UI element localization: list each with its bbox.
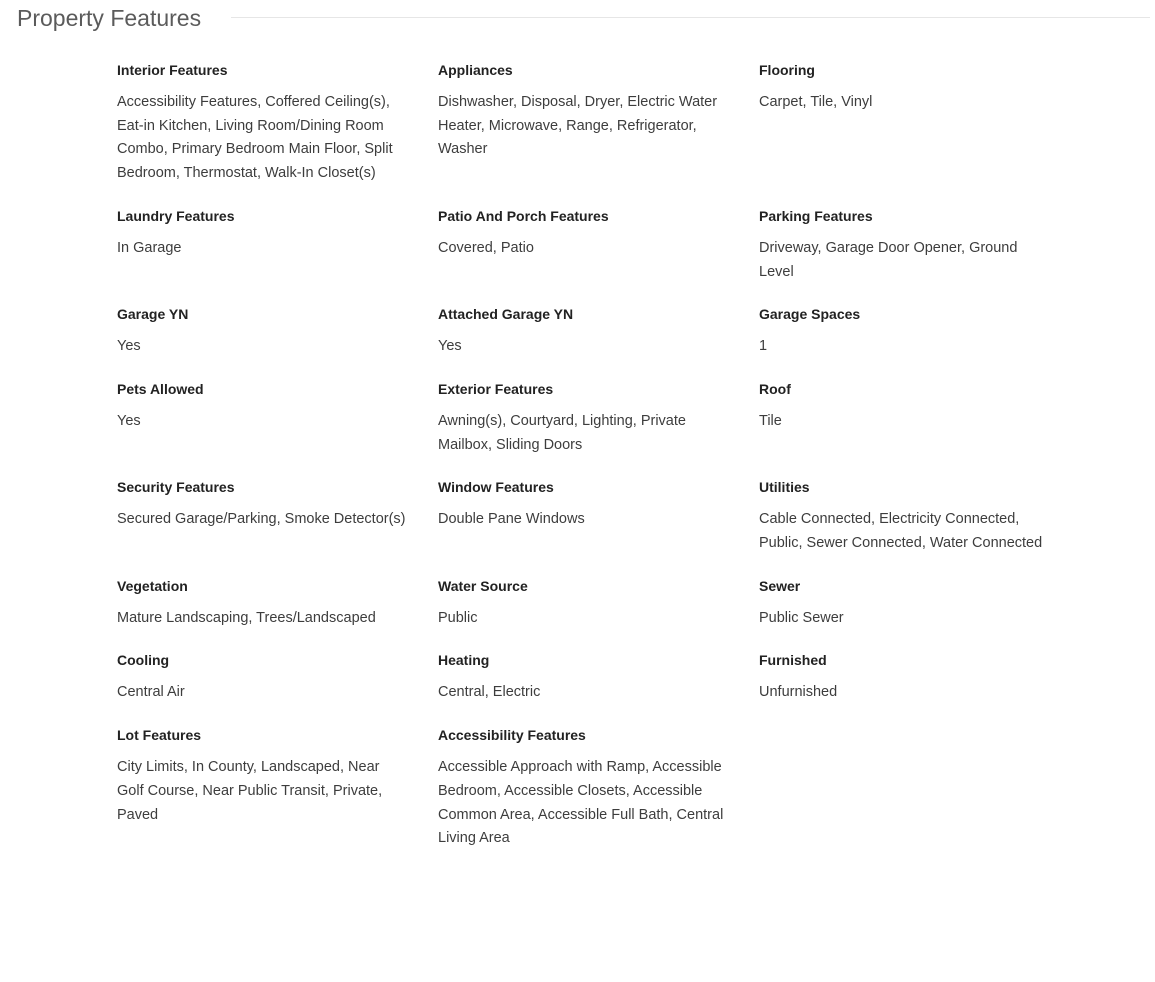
feature-value: Awning(s), Courtyard, Lighting, Private Mailbox, Sliding Doors bbox=[438, 412, 686, 453]
feature-label: Attached Garage YN bbox=[438, 306, 574, 323]
feature-garage-spaces bbox=[759, 306, 1080, 359]
feature-label: Flooring bbox=[759, 62, 815, 78]
feature-roof bbox=[759, 381, 1080, 457]
feature-value: In Garage bbox=[117, 239, 182, 256]
feature-laundry-features bbox=[117, 208, 438, 284]
feature-lot-features bbox=[117, 727, 438, 851]
feature-furnished bbox=[759, 652, 1080, 705]
features-grid bbox=[117, 62, 1080, 873]
feature-exterior-features bbox=[438, 381, 759, 457]
feature-label: Pets Allowed bbox=[117, 380, 204, 397]
feature-label: Window Features bbox=[438, 479, 554, 496]
feature-value: Yes bbox=[117, 412, 141, 429]
feature-label: Garage Spaces bbox=[759, 306, 861, 323]
feature-pets-allowed bbox=[117, 381, 438, 457]
feature-value: Central, Electric bbox=[438, 684, 541, 701]
feature-sewer bbox=[759, 578, 1080, 631]
feature-label: Water Source bbox=[438, 577, 528, 594]
feature-garage-yn bbox=[117, 306, 438, 359]
feature-value: Secured Garage/Parking, Smoke Detector(s) bbox=[117, 511, 406, 528]
feature-attached-garage-yn bbox=[438, 306, 759, 359]
feature-label: Garage YN bbox=[117, 306, 189, 323]
feature-flooring bbox=[759, 62, 1080, 186]
section-divider bbox=[231, 17, 1150, 18]
feature-label: Appliances bbox=[438, 62, 513, 78]
feature-value: Tile bbox=[759, 412, 782, 429]
property-features-header bbox=[17, 4, 1150, 34]
feature-value: Public Sewer bbox=[759, 609, 844, 626]
feature-value: Public bbox=[438, 609, 478, 626]
feature-water-source bbox=[438, 578, 759, 631]
feature-value: Driveway, Garage Door Opener, Ground Level bbox=[759, 239, 1018, 280]
feature-label: Cooling bbox=[117, 652, 170, 669]
feature-label: Interior Features bbox=[117, 62, 228, 78]
feature-parking-features bbox=[759, 208, 1080, 284]
feature-utilities bbox=[759, 479, 1080, 555]
feature-value: Yes bbox=[438, 338, 462, 355]
feature-label: Exterior Features bbox=[438, 380, 554, 397]
feature-value: Covered, Patio bbox=[438, 239, 534, 256]
feature-accessibility-features bbox=[438, 727, 759, 851]
feature-value: Double Pane Windows bbox=[438, 511, 585, 528]
feature-label: Vegetation bbox=[117, 577, 188, 594]
feature-label: Sewer bbox=[759, 577, 801, 594]
feature-label: Heating bbox=[438, 652, 490, 669]
feature-label: Accessibility Features bbox=[438, 727, 586, 744]
feature-value: Carpet, Tile, Vinyl bbox=[759, 94, 873, 110]
feature-label: Security Features bbox=[117, 479, 235, 496]
feature-value: Unfurnished bbox=[759, 684, 838, 701]
feature-interior-features bbox=[117, 62, 438, 186]
feature-value: Accessible Approach with Ramp, Accessible Bedroom, Accessible Closets, Accessible Common Area, Accessible Full Bath, Central Living Area bbox=[438, 759, 724, 847]
feature-cooling bbox=[117, 652, 438, 705]
feature-window-features bbox=[438, 479, 759, 555]
feature-value: 1 bbox=[759, 338, 768, 355]
feature-value: Yes bbox=[117, 338, 141, 355]
section-title: Property Features bbox=[17, 4, 215, 32]
feature-label: Laundry Features bbox=[117, 207, 235, 224]
feature-label: Lot Features bbox=[117, 727, 202, 744]
feature-label: Furnished bbox=[759, 652, 827, 669]
feature-label: Patio And Porch Features bbox=[438, 207, 609, 224]
feature-vegetation bbox=[117, 578, 438, 631]
feature-appliances bbox=[438, 62, 759, 186]
feature-value: Dishwasher, Disposal, Dryer, Electric Water Heater, Microwave, Range, Refrigerator, Washer bbox=[438, 94, 718, 158]
feature-heating bbox=[438, 652, 759, 705]
feature-value: Accessibility Features, Coffered Ceiling(s), Eat-in Kitchen, Living Room/Dining Room Combo, Primary Bedroom Main Floor, Split Bedroom, Thermostat, Walk-In Closet(s) bbox=[117, 94, 393, 182]
feature-value: Central Air bbox=[117, 684, 185, 701]
feature-value: Cable Connected, Electricity Connected, Public, Sewer Connected, Water Connected bbox=[759, 511, 1043, 552]
feature-label: Roof bbox=[759, 380, 791, 397]
feature-patio-and-porch-features bbox=[438, 208, 759, 284]
feature-security-features bbox=[117, 479, 438, 555]
feature-value: Mature Landscaping, Trees/Landscaped bbox=[117, 609, 376, 626]
feature-label: Parking Features bbox=[759, 207, 873, 224]
feature-value: City Limits, In County, Landscaped, Near Golf Course, Near Public Transit, Private, Paved bbox=[117, 759, 383, 823]
feature-label: Utilities bbox=[759, 479, 810, 496]
